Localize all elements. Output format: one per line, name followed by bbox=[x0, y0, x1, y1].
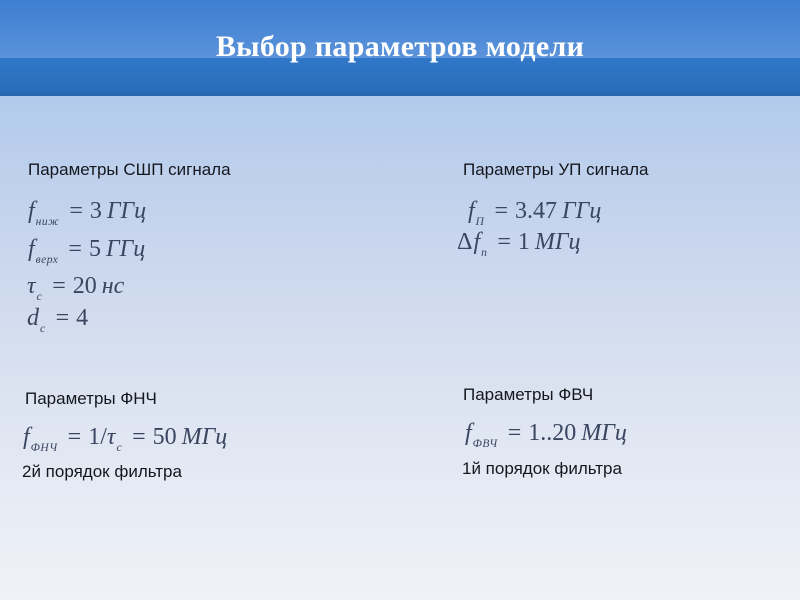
formula-delta-f-p bbox=[457, 228, 581, 260]
equals-sign: = bbox=[69, 198, 83, 224]
formula-value: 3 bbox=[89, 198, 102, 224]
formula-f-p bbox=[468, 197, 601, 229]
formula-d-c bbox=[27, 304, 93, 336]
equals-sign: = bbox=[67, 424, 82, 450]
section-hpf-params bbox=[463, 385, 593, 405]
slide-title: Выбор параметров модели bbox=[215, 30, 585, 63]
formula-value: 1 bbox=[517, 229, 530, 255]
hpf-order-note: 1й порядок фильтра bbox=[462, 459, 622, 478]
equals-sign: = bbox=[132, 424, 146, 450]
formula-unit: ГГц bbox=[105, 236, 146, 262]
formula-mid-subscript: с bbox=[116, 442, 123, 454]
lpf-heading: Параметры ФНЧ bbox=[25, 389, 157, 408]
formula-var: τ bbox=[27, 273, 36, 299]
section-up-params bbox=[463, 160, 649, 180]
formula-unit: МГц bbox=[181, 424, 228, 450]
equals-sign: = bbox=[52, 273, 66, 299]
formula-tau-c bbox=[27, 272, 124, 304]
formula-unit: нс bbox=[101, 273, 125, 299]
equals-sign: = bbox=[507, 420, 522, 446]
hpf-heading: Параметры ФВЧ bbox=[463, 385, 594, 404]
formula-subscript: П bbox=[475, 216, 485, 228]
formula-value: 3.47 bbox=[515, 198, 558, 224]
formula-value: 5 bbox=[88, 236, 101, 262]
formula-var: f bbox=[465, 420, 472, 446]
formula-subscript: ниж bbox=[35, 216, 60, 228]
formula-subscript: ФНЧ bbox=[30, 442, 58, 454]
formula-unit: МГц bbox=[534, 229, 581, 255]
formula-var: f bbox=[28, 198, 35, 224]
formula-var: f bbox=[468, 198, 475, 224]
formula-f-verh bbox=[28, 235, 145, 267]
up-heading: Параметры УП сигнала bbox=[463, 160, 649, 179]
uwb-heading: Параметры СШП сигнала bbox=[28, 160, 231, 179]
formula-var: f bbox=[28, 236, 35, 262]
formula-value: 50 bbox=[152, 424, 177, 450]
lpf-order-note: 2й порядок фильтра bbox=[22, 462, 182, 481]
formula-var: d bbox=[27, 305, 39, 331]
formula-subscript: п bbox=[481, 247, 488, 259]
formula-unit: ГГц bbox=[106, 198, 147, 224]
formula-f-nizh bbox=[28, 197, 146, 229]
formula-f-lpf bbox=[23, 423, 227, 455]
formula-value: 4 bbox=[76, 305, 89, 331]
formula-var: f bbox=[473, 229, 481, 255]
formula-unit: МГц bbox=[581, 420, 627, 446]
equals-sign: = bbox=[55, 305, 70, 331]
formula-value: 1..20 bbox=[528, 420, 577, 446]
formula-mid-var: τ bbox=[106, 424, 116, 450]
formula-subscript: ФВЧ bbox=[472, 438, 498, 450]
formula-var: f bbox=[23, 424, 30, 450]
equals-sign: = bbox=[494, 198, 509, 224]
formula-subscript: с bbox=[40, 323, 46, 335]
formula-subscript: верх bbox=[35, 254, 59, 266]
equals-sign: = bbox=[497, 229, 511, 255]
formula-subscript: с bbox=[36, 291, 43, 303]
formula-unit: ГГц bbox=[562, 198, 602, 224]
formula-mid-number: 1/ bbox=[88, 424, 107, 450]
section-lpf-params bbox=[25, 389, 157, 409]
equals-sign: = bbox=[68, 236, 82, 262]
formula-value: 20 bbox=[72, 273, 97, 299]
formula-f-hpf bbox=[465, 419, 627, 451]
delta-symbol: Δ bbox=[457, 229, 473, 255]
section-uwb-params bbox=[28, 160, 231, 180]
